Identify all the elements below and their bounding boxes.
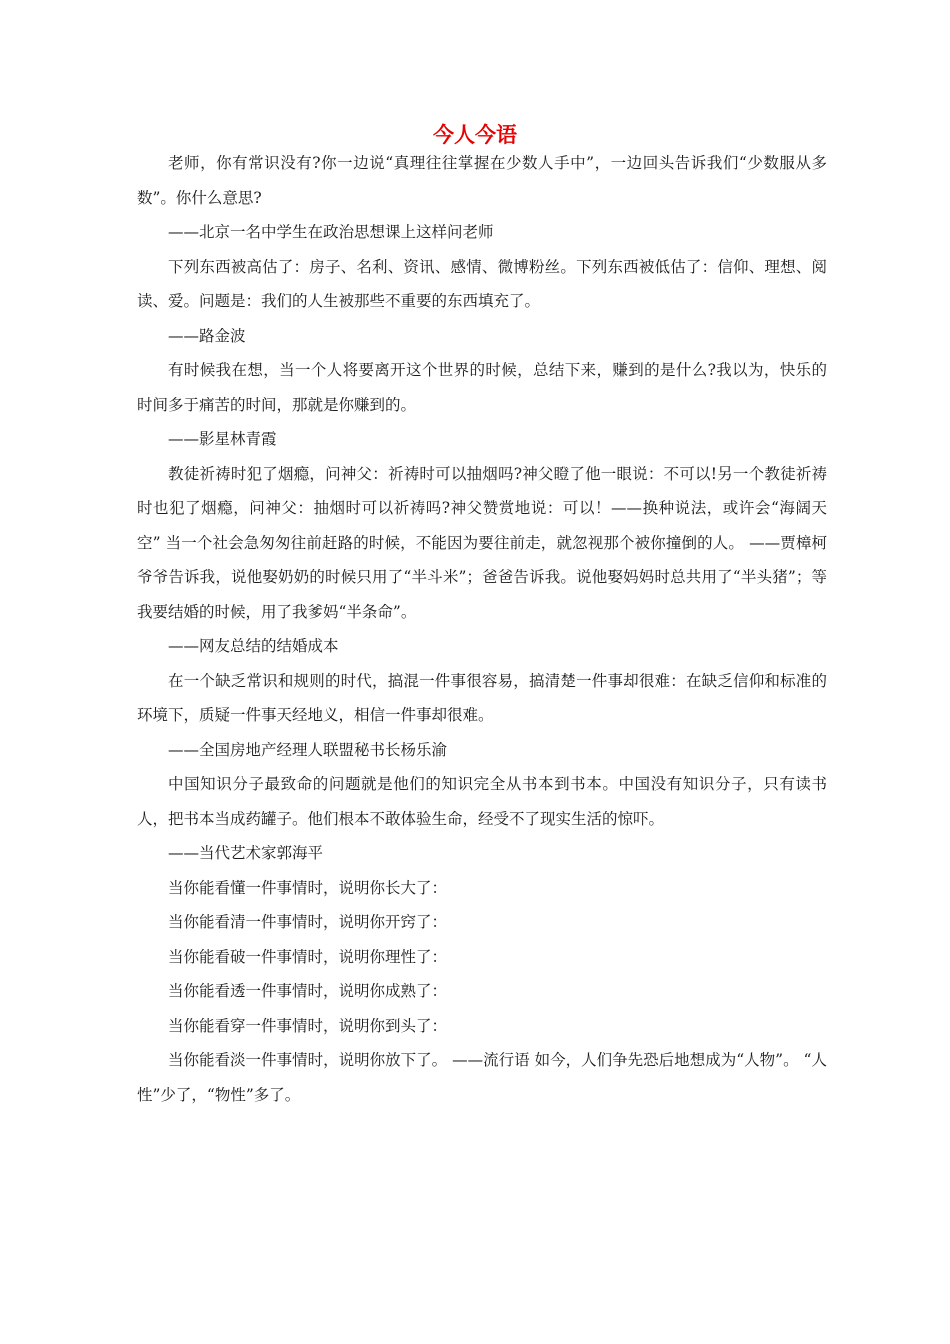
paragraph-quote: 下列东西被高估了：房子、名利、资讯、感情、微博粉丝。下列东西被低估了：信仰、理想、阅读、爱。问题是：我们的人生被那些不重要的东西填充了。 bbox=[137, 257, 827, 310]
paragraph-quote: 教徒祈祷时犯了烟瘾，问神父：祈祷时可以抽烟吗?神父瞪了他一眼说：不可以!另一个教徒祈祷时也犯了烟瘾，问神父：抽烟时可以祈祷吗?神父赞赏地说：可以！——换种说法，或许会“海阔天空” 当一个社会急匆匆往前赶路的时候，不能因为要往前走，就忽视那个被你撞倒的人。 ——贾樟柯 爷爷告诉我，说他娶奶奶的时候只用了“半斗米”；爸爸告诉我。说他娶妈妈时总共用了“半头猪”；等我要结婚的时候，用了我爹妈“半条命”。 bbox=[137, 464, 827, 621]
paragraph-quote: 有时候我在想，当一个人将要离开这个世界的时候，总结下来，赚到的是什么?我以为，快乐的时间多于痛苦的时间，那就是你赚到的。 bbox=[137, 361, 827, 414]
paragraph-attribution: ——全国房地产经理人联盟秘书长杨乐渝 bbox=[168, 740, 448, 759]
paragraph-quote: 在一个缺乏常识和规则的时代，搞混一件事很容易，搞清楚一件事却很难：在缺乏信仰和标准的环境下，质疑一件事天经地义，相信一件事却很难。 bbox=[137, 671, 827, 724]
document-title: 今人今语 bbox=[433, 122, 517, 147]
paragraph-line: 当你能看懂一件事情时，说明你长大了： bbox=[168, 878, 448, 897]
paragraph-line: 当你能看穿一件事情时，说明你到头了： bbox=[168, 1016, 448, 1035]
paragraph-line: 当你能看透一件事情时，说明你成熟了： bbox=[168, 982, 448, 1000]
paragraph-attribution: ——路金波 bbox=[168, 326, 246, 345]
document-body bbox=[137, 146, 827, 1112]
paragraph-quote: 当你能看淡一件事情时，说明你放下了。 ——流行语 如今，人们争先恐后地想成为“人物”。 “人性”少了，“物性”多了。 bbox=[137, 1051, 827, 1104]
paragraph-attribution: ——网友总结的结婚成本 bbox=[168, 637, 339, 655]
paragraph-quote: 老师，你有常识没有?你一边说“真理往往掌握在少数人手中”，一边回头告诉我们“少数服从多数”。你什么意思? bbox=[137, 154, 827, 207]
paragraph-attribution: ——影星林青霞 bbox=[168, 430, 277, 448]
paragraph-line: 当你能看清一件事情时，说明你开窍了： bbox=[168, 913, 448, 931]
paragraph-line: 当你能看破一件事情时，说明你理性了： bbox=[168, 947, 448, 966]
paragraph-quote: 中国知识分子最致命的问题就是他们的知识完全从书本到书本。中国没有知识分子，只有读书人，把书本当成药罐子。他们根本不敢体验生命，经受不了现实生活的惊吓。 bbox=[137, 775, 827, 828]
paragraph-attribution: ——当代艺术家郭海平 bbox=[168, 844, 324, 862]
paragraph-attribution: ——北京一名中学生在政治思想课上这样问老师 bbox=[168, 223, 494, 241]
